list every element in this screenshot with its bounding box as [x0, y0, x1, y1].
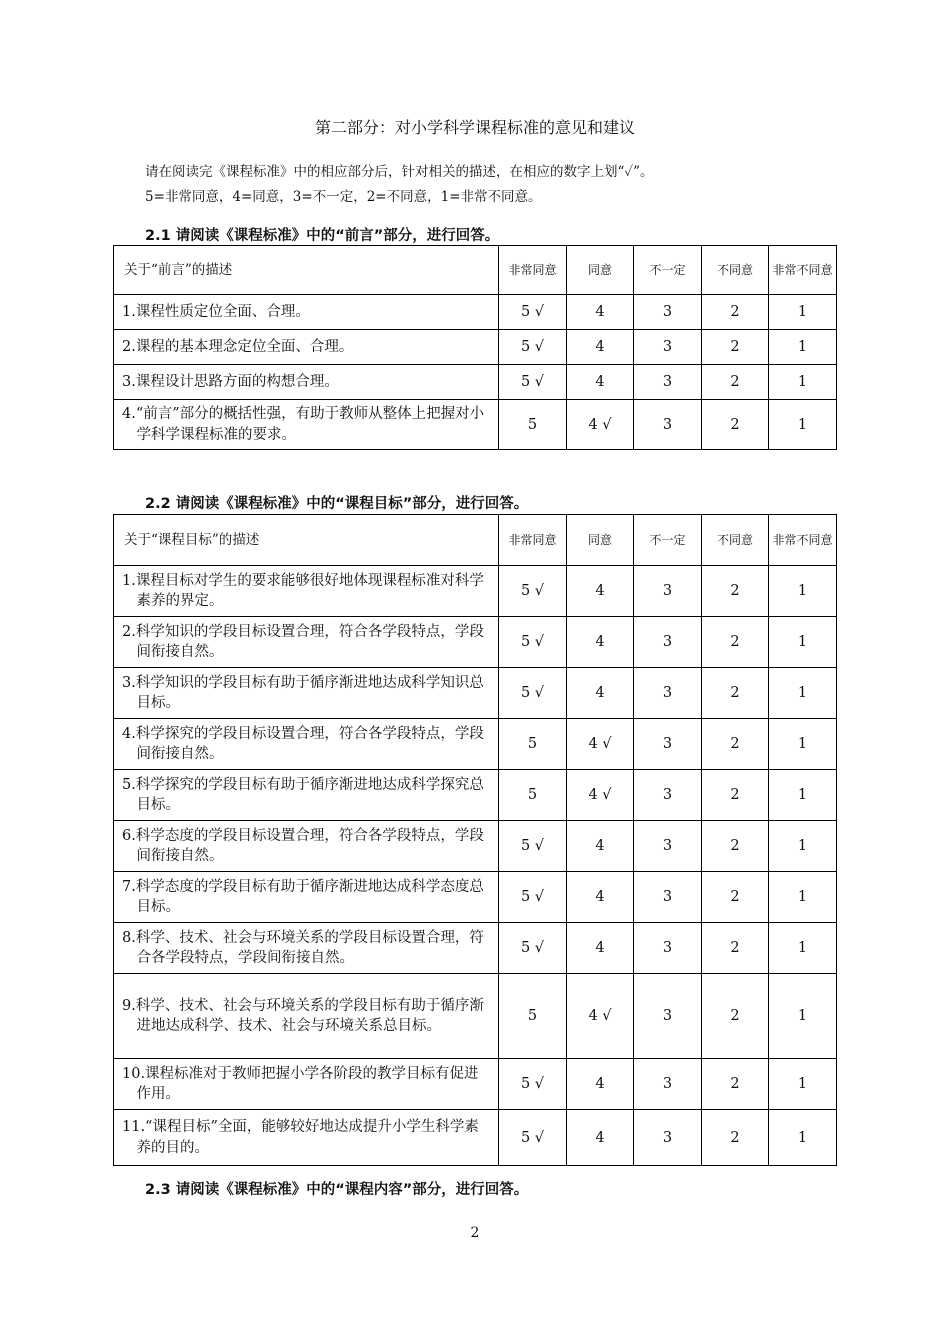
- statement-cell: [114, 1059, 499, 1110]
- rating-4-cell: 4: [567, 821, 634, 872]
- table-row: [114, 1110, 837, 1166]
- rating-5-cell: 5 √: [499, 365, 567, 400]
- statement-cell: [114, 295, 499, 330]
- rating-2-cell: 2: [702, 821, 769, 872]
- rating-3-cell: 3: [634, 1059, 702, 1110]
- strongly-disagree-column-header: 非常不同意: [769, 246, 837, 295]
- rating-4-cell: 4: [567, 1059, 634, 1110]
- statement-text: 3.科学知识的学段目标有助于循序渐进地达成科学知识总目标。: [122, 674, 484, 711]
- rating-3-cell: 3: [634, 770, 702, 821]
- rating-5-cell: 5 √: [499, 872, 567, 923]
- rating-4-cell: 4 √: [567, 974, 634, 1059]
- section-heading-2-2: 2.2 请阅读《课程标准》中的“课程目标”部分，进行回答。: [145, 496, 529, 512]
- rating-2-cell: 2: [702, 668, 769, 719]
- rating-5-cell: 5: [499, 770, 567, 821]
- description-column-header: 关于“前言”的描述: [114, 246, 499, 295]
- rating-3-cell: 3: [634, 923, 702, 974]
- table-row: [114, 295, 837, 330]
- rating-2-cell: 2: [702, 365, 769, 400]
- agree-column-header: 同意: [567, 515, 634, 566]
- rating-5-cell: 5 √: [499, 295, 567, 330]
- rating-4-cell: 4: [567, 872, 634, 923]
- rating-1-cell: 1: [769, 872, 837, 923]
- rating-2-cell: 2: [702, 330, 769, 365]
- statement-text: 7.科学态度的学段目标有助于循序渐进地达成科学态度总目标。: [122, 878, 484, 915]
- table-row: [114, 1059, 837, 1110]
- rating-1-cell: 1: [769, 821, 837, 872]
- rating-2-cell: 2: [702, 872, 769, 923]
- statement-cell: [114, 974, 499, 1059]
- unsure-column-header: 不一定: [634, 246, 702, 295]
- preface-rating-table: [113, 245, 837, 450]
- statement-cell: [114, 872, 499, 923]
- statement-text: 6.科学态度的学段目标设置合理，符合各学段特点，学段间衔接自然。: [122, 827, 484, 864]
- table-row: [114, 872, 837, 923]
- rating-5-cell: 5 √: [499, 1059, 567, 1110]
- statement-cell: [114, 770, 499, 821]
- rating-3-cell: 3: [634, 617, 702, 668]
- rating-2-cell: 2: [702, 1059, 769, 1110]
- rating-5-cell: 5 √: [499, 923, 567, 974]
- rating-5-cell: 5 √: [499, 330, 567, 365]
- disagree-column-header: 不同意: [702, 515, 769, 566]
- rating-3-cell: 3: [634, 872, 702, 923]
- statement-text: 8.科学、技术、社会与环境关系的学段目标设置合理，符合各学段特点，学段间衔接自然。: [122, 929, 484, 966]
- rating-5-cell: 5 √: [499, 821, 567, 872]
- agree-column-header: 同意: [567, 246, 634, 295]
- table-header-row: [114, 246, 837, 295]
- statement-text: 2.科学知识的学段目标设置合理，符合各学段特点，学段间衔接自然。: [122, 623, 484, 660]
- rating-2-cell: 2: [702, 770, 769, 821]
- rating-1-cell: 1: [769, 719, 837, 770]
- objectives-rating-table: [113, 514, 837, 1166]
- statement-text: 4.科学探究的学段目标设置合理，符合各学段特点，学段间衔接自然。: [122, 725, 484, 762]
- rating-4-cell: 4 √: [567, 719, 634, 770]
- rating-2-cell: 2: [702, 923, 769, 974]
- statement-cell: [114, 365, 499, 400]
- rating-1-cell: 1: [769, 1059, 837, 1110]
- table-row: [114, 668, 837, 719]
- statement-cell: [114, 1110, 499, 1166]
- rating-2-cell: 2: [702, 400, 769, 450]
- disagree-column-header: 不同意: [702, 246, 769, 295]
- rating-3-cell: 3: [634, 719, 702, 770]
- table-row: [114, 974, 837, 1059]
- rating-5-cell: 5: [499, 974, 567, 1059]
- statement-text: 2.课程的基本理念定位全面、合理。: [122, 338, 354, 355]
- page-title: 第二部分：对小学科学课程标准的意见和建议: [314, 118, 635, 137]
- table-row: [114, 400, 837, 450]
- rating-4-cell: 4: [567, 566, 634, 617]
- rating-4-cell: 4: [567, 923, 634, 974]
- rating-2-cell: 2: [702, 295, 769, 330]
- table-row: [114, 330, 837, 365]
- page-number: 2: [470, 1225, 480, 1241]
- rating-1-cell: 1: [769, 330, 837, 365]
- rating-5-cell: 5 √: [499, 668, 567, 719]
- rating-3-cell: 3: [634, 668, 702, 719]
- strongly-agree-column-header: 非常同意: [499, 246, 567, 295]
- statement-text: 5.科学探究的学段目标有助于循序渐进地达成科学探究总目标。: [122, 776, 484, 813]
- rating-4-cell: 4 √: [567, 400, 634, 450]
- rating-1-cell: 1: [769, 923, 837, 974]
- rating-1-cell: 1: [769, 668, 837, 719]
- rating-2-cell: 2: [702, 974, 769, 1059]
- rating-4-cell: 4: [567, 330, 634, 365]
- rating-3-cell: 3: [634, 974, 702, 1059]
- statement-cell: [114, 923, 499, 974]
- rating-1-cell: 1: [769, 400, 837, 450]
- table-row: [114, 923, 837, 974]
- rating-2-cell: 2: [702, 617, 769, 668]
- rating-4-cell: 4 √: [567, 770, 634, 821]
- rating-1-cell: 1: [769, 1110, 837, 1166]
- rating-3-cell: 3: [634, 295, 702, 330]
- rating-1-cell: 1: [769, 365, 837, 400]
- rating-1-cell: 1: [769, 617, 837, 668]
- rating-3-cell: 3: [634, 821, 702, 872]
- rating-1-cell: 1: [769, 566, 837, 617]
- rating-3-cell: 3: [634, 1110, 702, 1166]
- table-row: [114, 821, 837, 872]
- rating-5-cell: 5 √: [499, 617, 567, 668]
- rating-4-cell: 4: [567, 668, 634, 719]
- table-row: [114, 617, 837, 668]
- section-heading-2-3: 2.3 请阅读《课程标准》中的“课程内容”部分，进行回答。: [145, 1182, 529, 1198]
- rating-4-cell: 4: [567, 295, 634, 330]
- rating-1-cell: 1: [769, 295, 837, 330]
- rating-5-cell: 5 √: [499, 566, 567, 617]
- instructions-line-1: 请在阅读完《课程标准》中的相应部分后，针对相关的描述，在相应的数字上划“✓”。: [145, 164, 654, 180]
- statement-cell: [114, 400, 499, 450]
- rating-1-cell: 1: [769, 770, 837, 821]
- rating-1-cell: 1: [769, 974, 837, 1059]
- statement-text: 4.“前言”部分的概括性强，有助于教师从整体上把握对小学科学课程标准的要求。: [122, 406, 485, 443]
- table-row: [114, 365, 837, 400]
- rating-5-cell: 5: [499, 719, 567, 770]
- description-column-header: 关于“课程目标”的描述: [114, 515, 499, 566]
- rating-3-cell: 3: [634, 566, 702, 617]
- rating-2-cell: 2: [702, 1110, 769, 1166]
- statement-cell: [114, 330, 499, 365]
- rating-2-cell: 2: [702, 566, 769, 617]
- instructions-line-2: 5=非常同意，4=同意，3=不一定，2=不同意，1=非常不同意。: [145, 189, 542, 205]
- statement-text: 10.课程标准对于教师把握小学各阶段的教学目标有促进作用。: [122, 1065, 479, 1102]
- statement-text: 1.课程性质定位全面、合理。: [122, 303, 310, 320]
- rating-4-cell: 4: [567, 617, 634, 668]
- table-row: [114, 566, 837, 617]
- rating-2-cell: 2: [702, 719, 769, 770]
- strongly-agree-column-header: 非常同意: [499, 515, 567, 566]
- section-heading-2-1: 2.1 请阅读《课程标准》中的“前言”部分，进行回答。: [145, 228, 500, 244]
- statement-text: 1.课程目标对学生的要求能够很好地体现课程标准对科学素养的界定。: [122, 572, 484, 609]
- rating-3-cell: 3: [634, 365, 702, 400]
- rating-5-cell: 5: [499, 400, 567, 450]
- unsure-column-header: 不一定: [634, 515, 702, 566]
- statement-cell: [114, 719, 499, 770]
- statement-text: 11.“课程目标”全面，能够较好地达成提升小学生科学素养的目的。: [122, 1119, 479, 1156]
- rating-3-cell: 3: [634, 330, 702, 365]
- rating-3-cell: 3: [634, 400, 702, 450]
- statement-cell: [114, 668, 499, 719]
- rating-4-cell: 4: [567, 1110, 634, 1166]
- strongly-disagree-column-header: 非常不同意: [769, 515, 837, 566]
- statement-cell: [114, 566, 499, 617]
- statement-cell: [114, 617, 499, 668]
- table-header-row: [114, 515, 837, 566]
- rating-4-cell: 4: [567, 365, 634, 400]
- rating-5-cell: 5 √: [499, 1110, 567, 1166]
- statement-cell: [114, 821, 499, 872]
- statement-text: 9.科学、技术、社会与环境关系的学段目标有助于循序渐进地达成科学、技术、社会与环境关系总目标。: [122, 997, 484, 1034]
- table-row: [114, 719, 837, 770]
- table-row: [114, 770, 837, 821]
- statement-text: 3.课程设计思路方面的构想合理。: [122, 373, 339, 390]
